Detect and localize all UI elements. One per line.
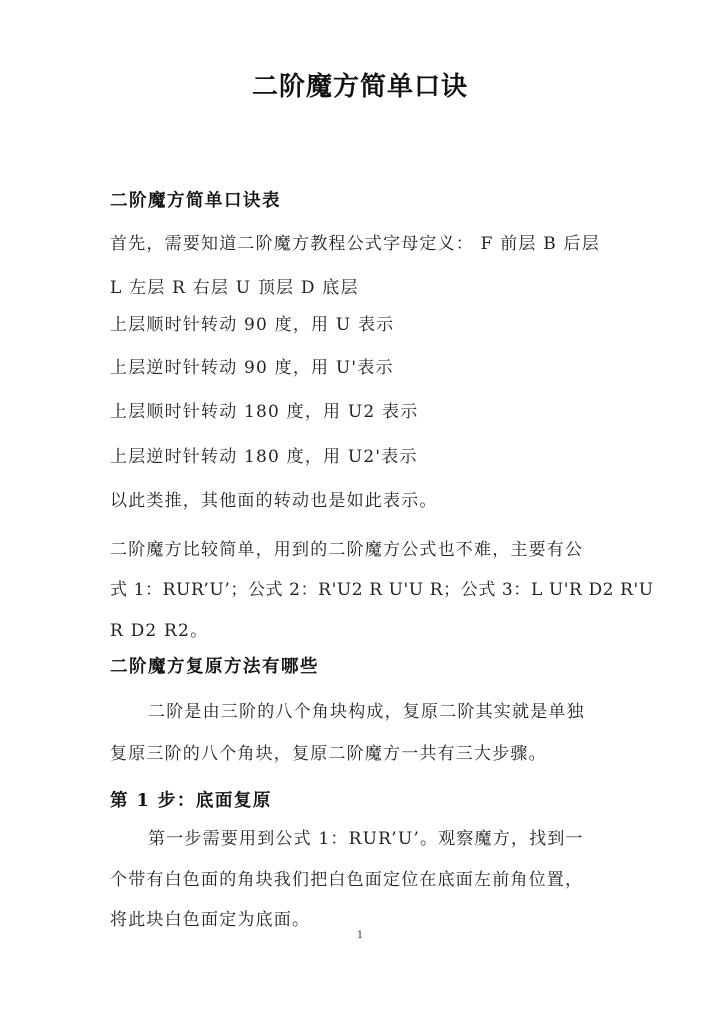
paragraph-line: 上层顺时针转动 180 度，用 U2 表示 xyxy=(110,402,419,422)
paragraph-line: L 左层 R 右层 U 顶层 D 底层 xyxy=(110,278,359,298)
section-heading-methods: 二阶魔方复原方法有哪些 xyxy=(110,657,319,677)
paragraph-line: 二阶魔方比较简单，用到的二阶魔方公式也不难，主要有公 xyxy=(110,540,584,560)
paragraph-line: 上层逆时针转动 90 度，用 U'表示 xyxy=(110,358,394,378)
paragraph-line: 以此类推，其他面的转动也是如此表示。 xyxy=(110,491,438,511)
paragraph-line: 个带有白色面的角块我们把白色面定位在底面左前角位置， xyxy=(110,870,584,890)
paragraph-line: 第一步需要用到公式 1：RUR’U’。观察魔方，找到一 xyxy=(148,829,584,849)
page-number: 1 xyxy=(356,930,364,941)
section-heading-formula-table: 二阶魔方简单口诀表 xyxy=(110,191,281,211)
section-heading-step-1: 第 1 步：底面复原 xyxy=(110,791,272,811)
paragraph-line: 将此块白色面定为底面。 xyxy=(110,910,311,930)
document-title: 二阶魔方简单口诀 xyxy=(251,72,468,102)
paragraph-line: R D2 R2。 xyxy=(110,621,209,641)
paragraph-line: 二阶是由三阶的八个角块构成，复原二阶其实就是单独 xyxy=(148,702,585,722)
paragraph-line: 上层逆时针转动 180 度，用 U2'表示 xyxy=(110,447,418,467)
paragraph-line: 复原三阶的八个角块，复原二阶魔方一共有三大步骤。 xyxy=(110,744,547,764)
paragraph-line: 首先，需要知道二阶魔方教程公式字母定义： F 前层 B 后层 xyxy=(110,234,600,254)
paragraph-line: 上层顺时针转动 90 度，用 U 表示 xyxy=(110,315,395,335)
paragraph-line: 式 1：RUR’U’；公式 2：R'U2 R U'U R；公式 3：L U'R D2 R'U xyxy=(110,580,654,600)
